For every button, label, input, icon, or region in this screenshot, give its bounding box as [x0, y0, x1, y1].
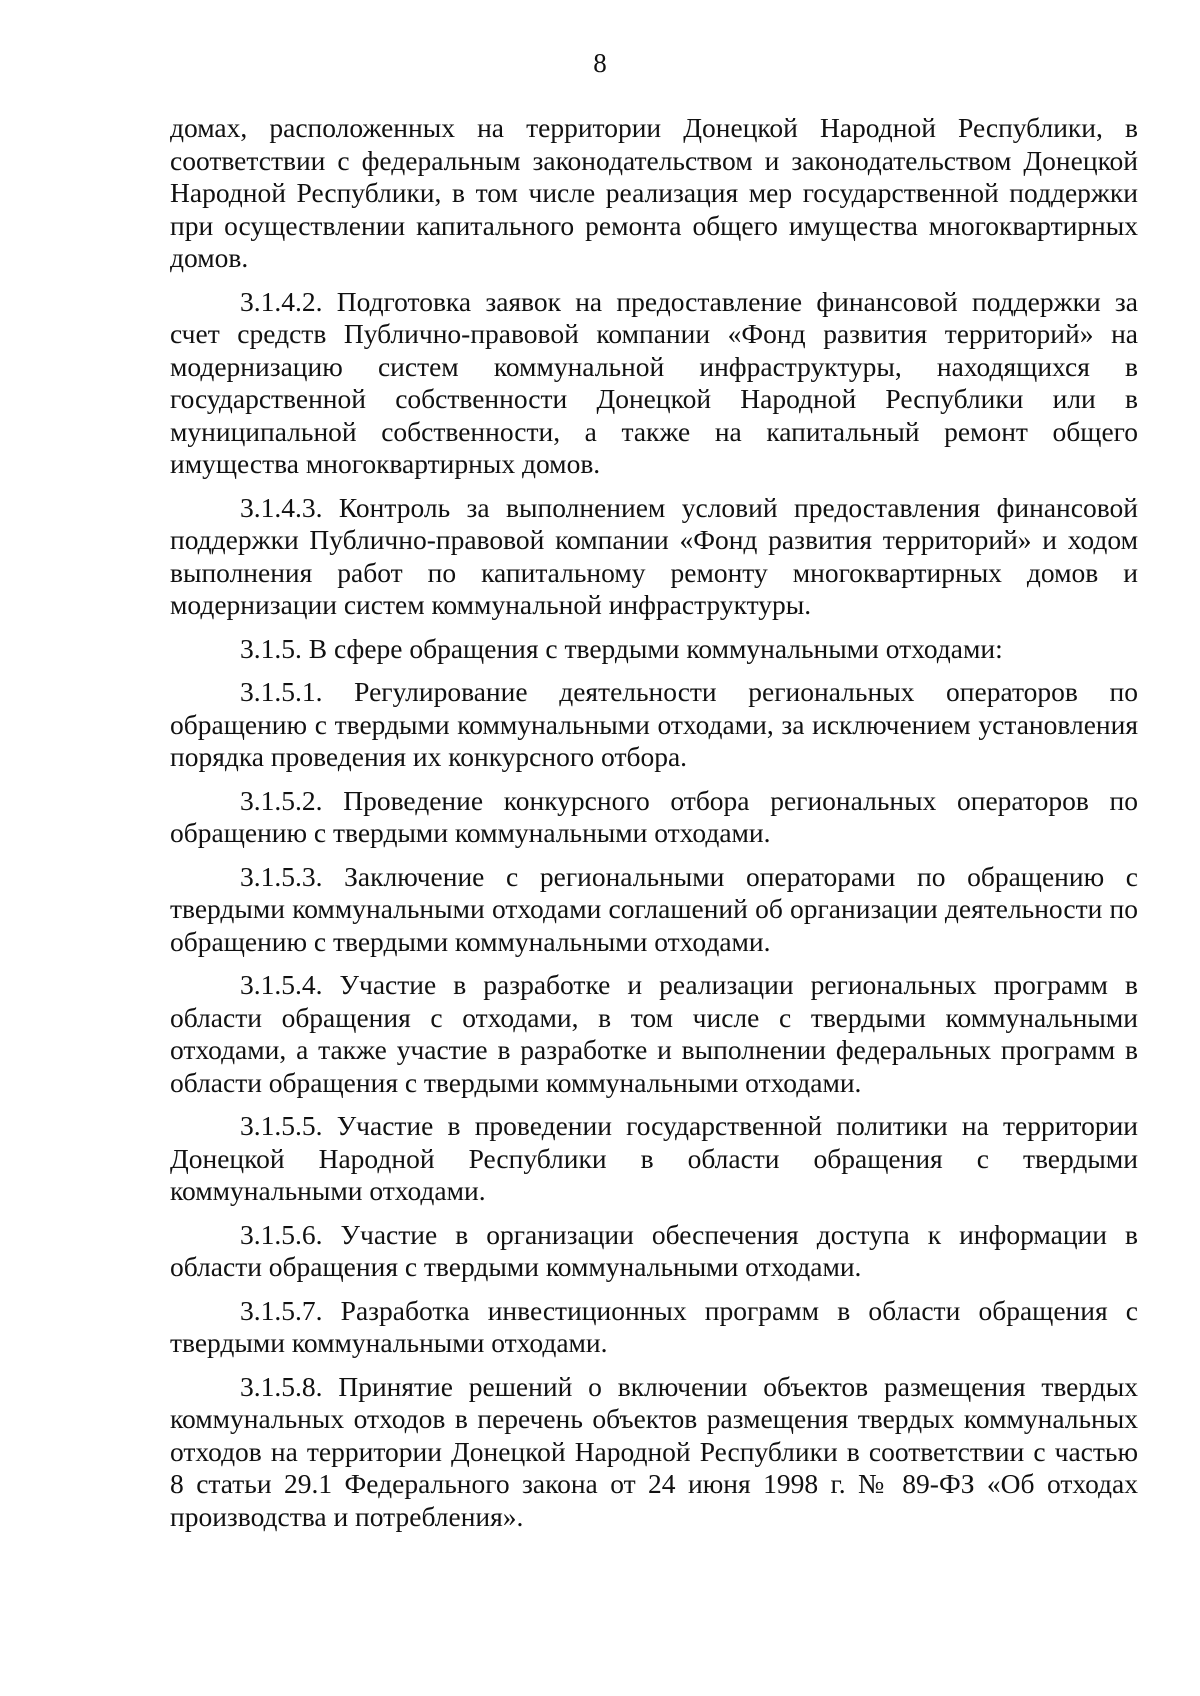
paragraph-3-1-5-2: 3.1.5.2. Проведение конкурсного отбора региональных операторов по обращению с твердыми коммунальными отходами.: [170, 784, 1138, 848]
paragraph-continuation: домах, расположенных на территории Донецкой Народной Республики, в соответствии с федеральным законодательством и законодательством Донецкой Народной Республики, в том числе реализация мер государственной поддержки при осуществлении капитального ремонта общего имущества многоквартирных домов.: [170, 112, 1138, 273]
page-number: 8: [593, 48, 607, 78]
document-body: [170, 112, 1138, 1544]
paragraph-3-1-5-8: 3.1.5.8. Принятие решений о включении объектов размещения твердых коммунальных отходов в перечень объектов размещения твердых коммунальных отходов на территории Донецкой Народной Республики в соответствии с частью 8 статьи 29.1 Федерального закона от 24 июня 1998 г. № 89-ФЗ «Об отходах производства и потребления».: [170, 1370, 1138, 1532]
paragraph-3-1-5-1: 3.1.5.1. Регулирование деятельности региональных операторов по обращению с твердыми коммунальными отходами, за исключением установления порядка проведения их конкурсного отбора.: [170, 676, 1138, 772]
paragraph-3-1-5-7: 3.1.5.7. Разработка инвестиционных программ в области обращения с твердыми коммунальными отходами.: [170, 1294, 1138, 1358]
paragraph-3-1-4-2: 3.1.4.2. Подготовка заявок на предоставление финансовой поддержки за счет средств Публично-правовой компании «Фонд развития территорий» на модернизацию систем коммунальной инфраструктуры, находящихся в государственной собственности Донецкой Народной Республики или в муниципальной собственности, а также на капитальный ремонт общего имущества многоквартирных домов.: [170, 285, 1138, 479]
paragraph-3-1-5: 3.1.5. В сфере обращения с твердыми коммунальными отходами:: [240, 632, 1003, 664]
paragraph-3-1-5-5: 3.1.5.5. Участие в проведении государственной политики на территории Донецкой Народной Республики в области обращения с твердыми коммунальными отходами.: [170, 1110, 1138, 1206]
paragraph-3-1-5-3: 3.1.5.3. Заключение с региональными операторами по обращению с твердыми коммунальными отходами соглашений об организации деятельности по обращению с твердыми коммунальными отходами.: [170, 860, 1138, 957]
paragraph-3-1-5-4: 3.1.5.4. Участие в разработке и реализации региональных программ в области обращения с отходами, в том числе с твердыми коммунальными отходами, а также участие в разработке и выполнении федеральных программ в области обращения с твердыми коммунальными отходами.: [170, 969, 1138, 1098]
paragraph-3-1-4-3: 3.1.4.3. Контроль за выполнением условий предоставления финансовой поддержки Публично-правовой компании «Фонд развития территорий» и ходом выполнения работ по капитальному ремонту многоквартирных домов и модернизации систем коммунальной инфраструктуры.: [170, 491, 1138, 620]
paragraph-3-1-5-6: 3.1.5.6. Участие в организации обеспечения доступа к информации в области обращения с твердыми коммунальными отходами.: [170, 1218, 1138, 1282]
